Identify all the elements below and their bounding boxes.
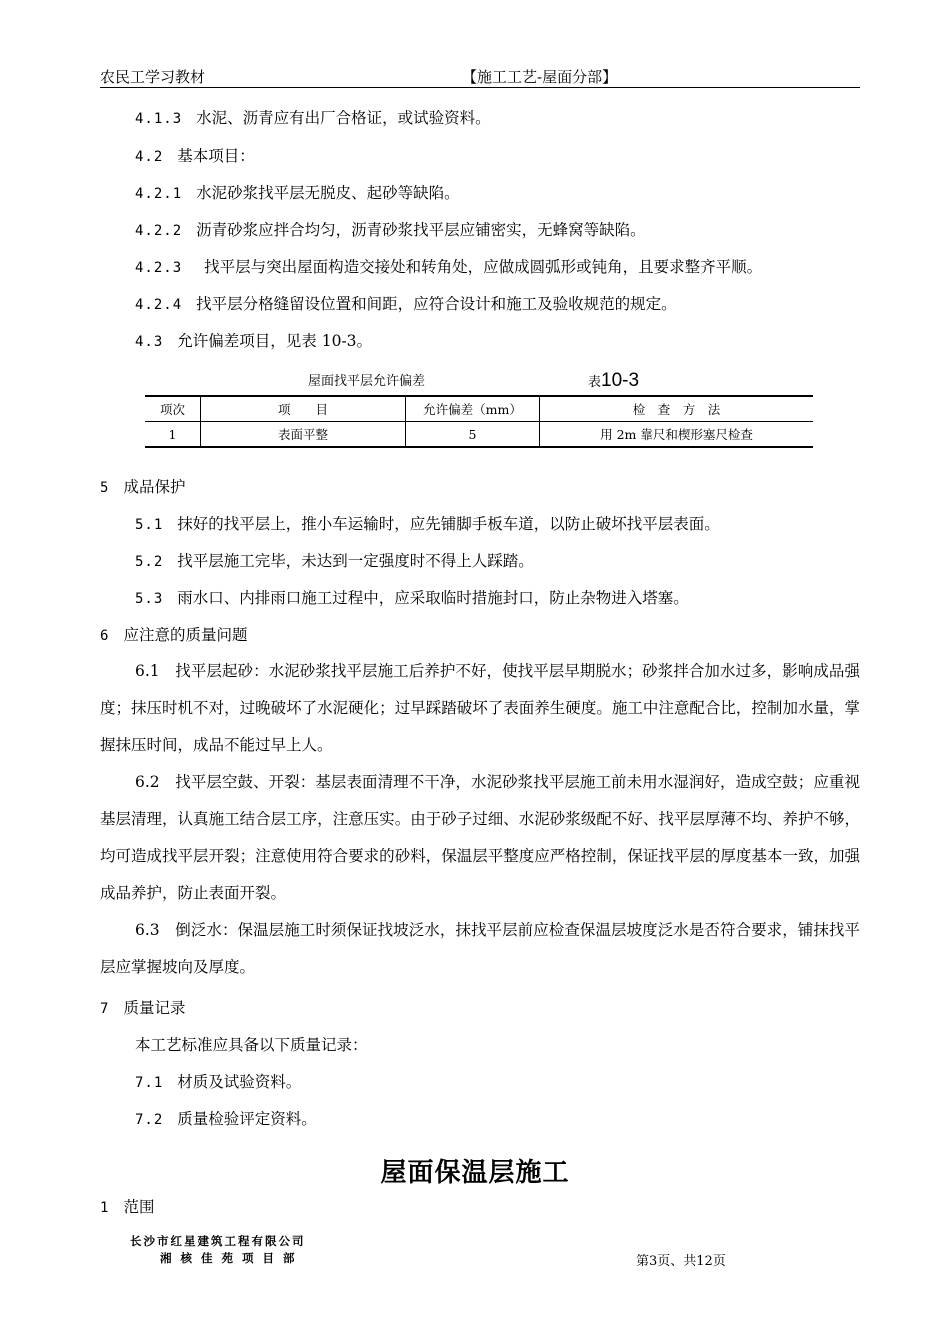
table-cell: 1 <box>145 422 201 448</box>
table-cell: 用 2m 靠尺和楔形塞尺检查 <box>540 422 814 448</box>
table-cell: 5 <box>406 422 540 448</box>
paragraph-6-2: 6.2 找平层空鼓、开裂：基层表面清理不干净，水泥砂浆找平层施工前未用水湿润好，造成空鼓；应重视基层清理，认真施工结合层工序，注意压实。由于砂子过细、水泥砂浆级配不好、找平层厚薄不均、养护不够，均可造成找平层开裂；注意使用符合要求的砂料，保温层平整度应严格控制，保证找平层的厚度基本一致，加强成品养护，防止表面开裂。 <box>100 773 860 902</box>
item-7-intro: 本工艺标准应具备以下质量记录： <box>135 1036 368 1054</box>
header-left: 农民工学习教材 <box>100 68 206 86</box>
table-number-value: 10-3 <box>601 370 640 391</box>
header-cell: 允许偏差（mm） <box>406 396 540 422</box>
section-5 <box>100 476 185 499</box>
header-center: 【施工工艺-屋面分部】 <box>462 68 618 86</box>
item-5-1 <box>135 513 720 536</box>
item-number: 5.1 <box>135 517 164 533</box>
item-text: 允许偏差项目，见表 10-3。 <box>177 332 373 350</box>
table-row <box>145 422 813 448</box>
page-header <box>100 66 860 88</box>
item-text: 成品保护 <box>123 478 186 496</box>
item-number: 5.2 <box>135 554 164 570</box>
item-number: 1 <box>100 1200 110 1216</box>
item-4-2 <box>135 145 255 168</box>
item-text: 雨水口、内排雨口施工过程中，应采取临时措施封口，防止杂物进入塔塞。 <box>177 589 689 607</box>
section-1 <box>100 1196 154 1219</box>
item-4-2-4 <box>135 293 677 316</box>
item-4-2-1 <box>135 182 460 205</box>
table-number-prefix: 表 <box>588 375 602 390</box>
item-number: 4.2.1 <box>135 186 183 202</box>
table-number <box>588 370 639 392</box>
item-number: 5 <box>100 480 110 496</box>
item-number: 4.2.3 <box>135 260 183 276</box>
header-cell: 项 目 <box>201 396 406 422</box>
item-7-2 <box>135 1108 317 1131</box>
item-number: 4.2.2 <box>135 223 183 239</box>
footer-dept: 湘核佳苑项目部 <box>160 1251 304 1265</box>
item-text: 质量检验评定资料。 <box>177 1110 317 1128</box>
table-header-row <box>145 396 813 422</box>
item-number: 4.3 <box>135 334 164 350</box>
item-text: 沥青砂浆应拌合均匀，沥青砂浆找平层应铺密实，无蜂窝等缺陷。 <box>196 221 646 239</box>
paragraph-6-3: 6.3 倒泛水：保温层施工时须保证找坡泛水，抹找平层前应检查保温层坡度泛水是否符合要求，铺抹找平层应掌握坡向及厚度。 <box>100 921 860 976</box>
section-7 <box>100 997 185 1020</box>
table-cell: 表面平整 <box>201 422 406 448</box>
item-number: 7.2 <box>135 1112 164 1128</box>
item-number: 4.2.4 <box>135 297 183 313</box>
page-number: 第3页、共12页 <box>636 1254 726 1269</box>
item-text: 应注意的质量问题 <box>123 626 248 644</box>
item-4-1-3 <box>135 107 491 130</box>
item-number: 7.1 <box>135 1075 164 1091</box>
section-title: 屋面保温层施工 <box>380 1158 570 1188</box>
item-4-2-3 <box>135 256 762 279</box>
footer-company: 长沙市红星建筑工程有限公司 <box>130 1234 306 1248</box>
item-7-1 <box>135 1071 301 1094</box>
item-text: 水泥、沥青应有出厂合格证，或试验资料。 <box>196 109 491 127</box>
item-text: 基本项目： <box>177 147 255 165</box>
item-number: 5.3 <box>135 591 164 607</box>
header-cell: 检 查 方 法 <box>540 396 814 422</box>
paragraph-6-1: 6.1 找平层起砂：水泥砂浆找平层施工后养护不好，使找平层早期脱水；砂浆拌合加水过多，影响成品强度；抹压时机不对，过晚破坏了水泥硬化；过早踩踏破坏了表面养生硬度。施工中注意配合比，控制加水量，掌握抹压时间，成品不能过早上人。 <box>100 662 860 754</box>
item-number: 4.2 <box>135 149 164 165</box>
section-6 <box>100 624 247 647</box>
item-text: 水泥砂浆找平层无脱皮、起砂等缺陷。 <box>196 184 460 202</box>
item-number: 4.1.3 <box>135 111 183 127</box>
item-5-3 <box>135 587 689 610</box>
item-text: 找平层分格缝留设位置和间距，应符合设计和施工及验收规范的规定。 <box>196 295 677 313</box>
item-4-2-2 <box>135 219 646 242</box>
deviation-table <box>145 395 813 448</box>
item-text: 找平层施工完毕，未达到一定强度时不得上人踩踏。 <box>177 552 534 570</box>
item-4-3 <box>135 330 372 353</box>
item-text: 质量记录 <box>123 999 186 1017</box>
header-cell: 项次 <box>159 402 185 417</box>
item-text: 材质及试验资料。 <box>177 1073 302 1091</box>
table-caption: 屋面找平层允许偏差 <box>308 374 426 389</box>
item-number: 6 <box>100 628 110 644</box>
item-text: 范围 <box>123 1198 155 1216</box>
item-number: 7 <box>100 1001 110 1017</box>
header-rule <box>100 87 860 88</box>
item-text: 抹好的找平层上，推小车运输时，应先铺脚手板车道，以防止破坏找平层表面。 <box>177 515 720 533</box>
item-5-2 <box>135 550 534 573</box>
item-text: 找平层与突出屋面构造交接处和转角处，应做成圆弧形或钝角，且要求整齐平顺。 <box>204 258 763 276</box>
